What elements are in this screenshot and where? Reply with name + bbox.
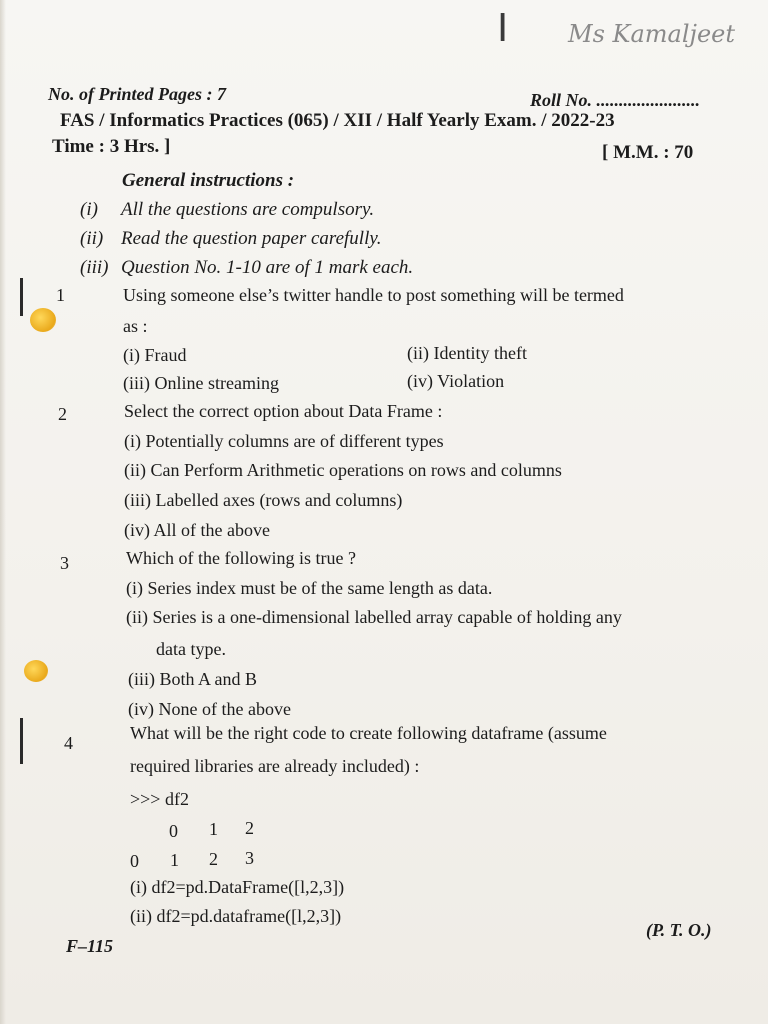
instruction-num: (i): [80, 199, 98, 220]
question-text: Using someone else’s twitter handle to post something will be termed: [123, 285, 624, 305]
stain-mark: [24, 660, 48, 682]
handwritten-signature: Ms Kamaljeet: [568, 20, 735, 48]
option: (ii) Series is a one-dimensional labelled array capable of holding any: [126, 607, 622, 627]
option: (i) Fraud: [123, 345, 187, 365]
instruction-text: Read the question paper carefully.: [121, 228, 382, 249]
question-text: Which of the following is true ?: [126, 548, 356, 568]
option: (iii) Labelled axes (rows and columns): [124, 490, 403, 510]
page-edge-shadow: [0, 0, 6, 1024]
paper-code: F–115: [66, 936, 114, 956]
option: (iv) All of the above: [124, 520, 270, 540]
margin-bar: [20, 278, 23, 316]
exam-title: FAS / Informatics Practices (065) / XII / Half Yearly Exam. / 2022-23: [60, 110, 615, 131]
instruction-num: (ii): [80, 228, 104, 249]
option: (iii) Online streaming: [123, 373, 279, 393]
table-cell: 2: [209, 849, 218, 869]
table-cell: 3: [245, 848, 254, 868]
question-text: What will be the right code to create following dataframe (assume: [130, 723, 607, 743]
table-cell: 0: [130, 851, 139, 871]
option: (ii) Can Perform Arithmetic operations on rows and columns: [124, 460, 562, 480]
table-header-cell: 1: [209, 819, 218, 839]
option: (ii) Identity theft: [407, 343, 527, 363]
printed-pages: No. of Printed Pages : 7: [48, 84, 226, 104]
option: (ii) df2=pd.dataframe([l,2,3]): [130, 906, 342, 926]
question-number: 2: [58, 404, 67, 424]
stain-mark: [30, 308, 56, 332]
instruction-num: (iii): [80, 257, 109, 278]
question-text: Select the correct option about Data Frame :: [124, 401, 443, 421]
question-number: 4: [64, 733, 73, 753]
time-allowed: Time : 3 Hrs. ]: [52, 136, 171, 157]
pto-label: (P. T. O.): [646, 920, 712, 940]
option-continuation: data type.: [156, 639, 226, 659]
max-marks: [ M.M. : 70: [602, 142, 694, 163]
question-number: 1: [56, 285, 65, 305]
code-prompt: >>> df2: [130, 789, 189, 809]
roll-no: Roll No. .......................: [530, 90, 701, 110]
option: (iii) Both A and B: [128, 669, 258, 689]
margin-bar: [20, 718, 23, 764]
table-header-cell: 2: [245, 818, 254, 838]
option: (i) df2=pd.DataFrame([l,2,3]): [130, 877, 345, 897]
question-number: 3: [60, 553, 69, 573]
question-text: required libraries are already included) :: [130, 756, 420, 776]
handwritten-mark: I: [497, 6, 509, 50]
option: (iv) None of the above: [128, 699, 291, 719]
instructions-heading: General instructions :: [122, 170, 295, 191]
table-header-cell: 0: [169, 821, 178, 841]
table-cell: 1: [170, 850, 179, 870]
question-text: as :: [123, 316, 148, 336]
option: (i) Series index must be of the same length as data.: [126, 578, 493, 598]
instruction-text: All the questions are compulsory.: [121, 199, 375, 220]
option: (iv) Violation: [407, 371, 505, 391]
instruction-text: Question No. 1-10 are of 1 mark each.: [121, 257, 414, 278]
option: (i) Potentially columns are of different types: [124, 431, 444, 451]
